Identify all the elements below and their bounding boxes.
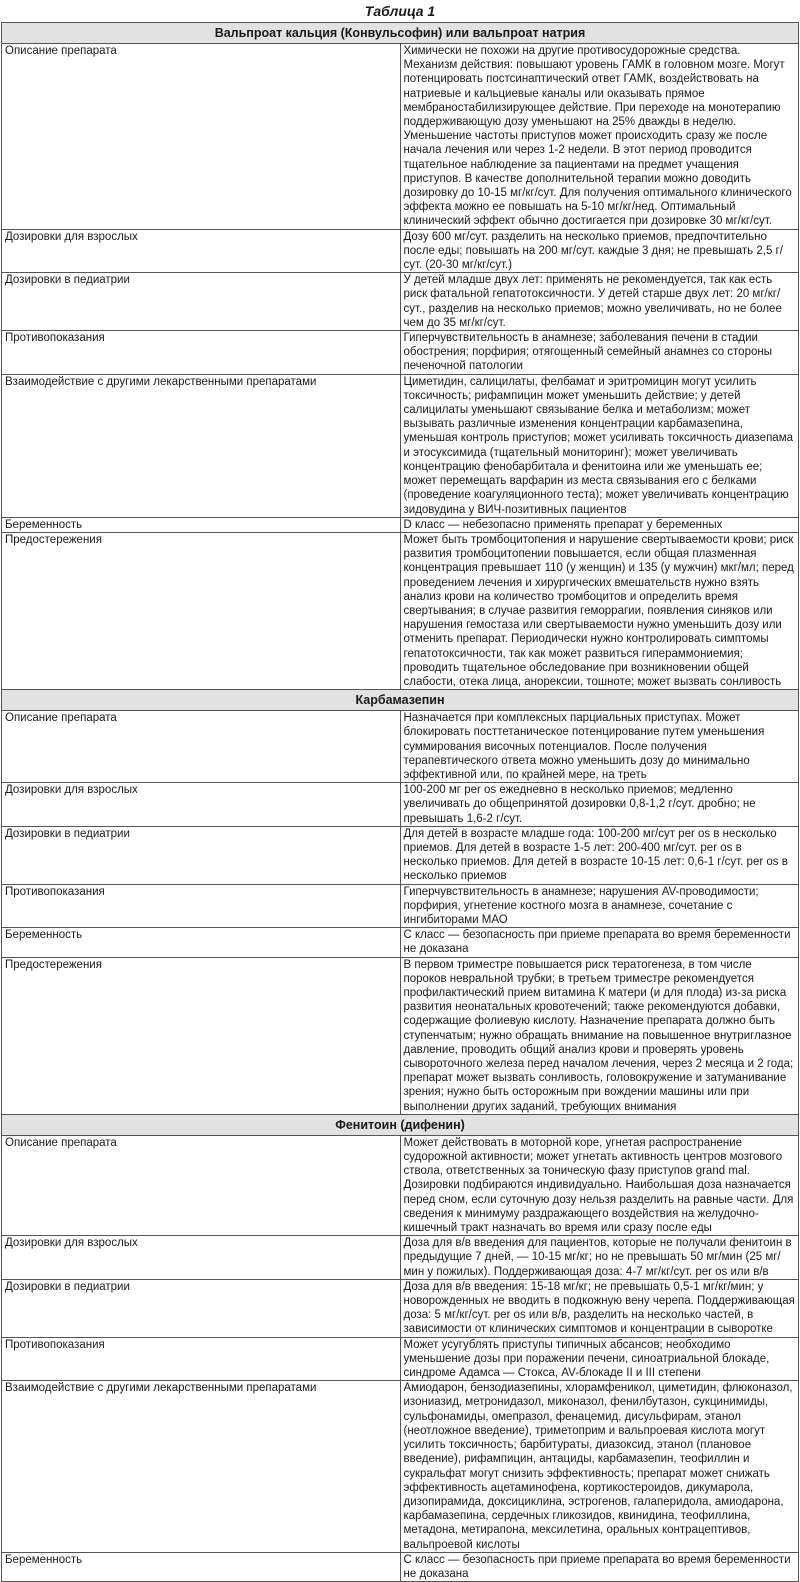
- row-text: Доза для в/в введения: 15-18 мг/кг; не превышать 0,5-1 мг/кг/мин; у новорожденных не вводить в подкожную вену черепа. Поддерживающая доза: 5 мг/кг/сут. per os или в/в, разделить на несколько частей, в зависимости от клинических симптомов и концентрации в сыворотке: [400, 1279, 799, 1337]
- row-label: Описание препарата: [2, 1135, 401, 1235]
- row-text: Химически не похожи на другие противосудорожные средства. Механизм действия: повышают уровень ГАМК в головном мозге. Могут потенцировать постсинаптический ответ ГАМК, воздействовать на натриевые и кальциевые каналы или оказывать прямое мембраностабилизирующее действие. При переходе на монотерапию поддерживающую дозу уменьшают на 25% дважды в неделю. Уменьшение частоты приступов может происходить сразу же после начала лечения или через 1-2 недели. В этот период проводится тщательное наблюдение за пациентами на предмет учащения приступов. В качестве дополнительной терапии можно доводить дозировку до 10-15 мг/кг/сут. Для получения оптимального клинического эффекта можно ее повышать на 5-10 мг/кг/нед. Оптимальный клинический эффект обычно достигается при дозировке 30 мг/кг/сут.: [400, 44, 799, 230]
- row-label: Дозировки в педиатрии: [2, 273, 401, 331]
- row-label: Дозировки в педиатрии: [2, 1279, 401, 1337]
- row-label: Взаимодействие с другими лекарственными препаратами: [2, 1381, 401, 1552]
- row-label: Противопоказания: [2, 884, 401, 928]
- table-row: [2, 273, 799, 331]
- row-text: С класс — безопасность при приеме препарата во время беременности не доказана: [400, 1552, 799, 1581]
- row-label: Беременность: [2, 517, 401, 532]
- row-label: Беременность: [2, 928, 401, 957]
- row-text: С класс — безопасность при приеме препарата во время беременности не доказана: [400, 928, 799, 957]
- table-row: [2, 532, 799, 689]
- table-row: [2, 928, 799, 957]
- row-text: Циметидин, салицилаты, фелбамат и эритромицин могут усилить токсичность; рифампицин может уменьшить действие; у детей салицилаты уменьшают связывание белка и метаболизм; может вызывать различные изменения концентрации карбамазепина, уменьшая контроль приступов; может усиливать токсичность диазепама и этосуксимида (тщательный мониторинг); может увеличивать концентрацию фенобарбитала и фенитоина или же уменьшать ее; может перемещать варфарин из места связывания его с белками (проведение коагуляционного теста); может увеличивать концентрацию зидовудина у ВИЧ-позитивных пациентов: [400, 374, 799, 517]
- row-text: 100-200 мг per os ежедневно в несколько приемов; медленно увеличивать до общепринятой дозировки 0,8-1,2 г/сут. дробно; не превышать 1,6-2 г/сут.: [400, 783, 799, 827]
- row-label: Дозировки для взрослых: [2, 229, 401, 273]
- row-text: Для детей в возрасте младше года: 100-200 мг/сут per os в несколько приемов. Для детей в возрасте 1-5 лет: 200-400 мг/сут. per os в несколько приемов. Для детей в возрасте 10-15 лет: 0,6-1 г/сут. per os в несколько приемов: [400, 826, 799, 884]
- table-row: [2, 374, 799, 517]
- table-row: [2, 517, 799, 532]
- row-label: Противопоказания: [2, 1337, 401, 1381]
- table-row: [2, 884, 799, 928]
- table-row: [2, 44, 799, 230]
- table-row: [2, 711, 799, 783]
- section-header: [2, 23, 799, 44]
- row-label: Предостережения: [2, 532, 401, 689]
- table-row: [2, 957, 799, 1114]
- row-label: Беременность: [2, 1552, 401, 1581]
- row-text: В первом триместре повышается риск тератогенеза, в том числе пороков невральной трубки; в третьем триместре рекомендуется профилактический прием витамина К матери (и для плода) из-за риска развития неонатальных кровотечений; также рекомендуются добавки, содержащие фолиевую кислоту. Назначение препарата должно быть ступенчатым; нужно обращать внимание на повышенное внутриглазное давление, проводить общий анализ крови и проверять уровень сывороточного железа перед началом лечения, через 2 месяца и 2 года; препарат может вызвать сонливость, головокружение и затуманивание зрения; нужно быть осторожным при вождении машины или при выполнении других заданий, требующих внимания: [400, 957, 799, 1114]
- table-row: [2, 783, 799, 827]
- table-row: [2, 1279, 799, 1337]
- row-text: Гиперчувствительность в анамнезе; заболевания печени в стадии обострения; порфирия; отягощенный семейный анамнез со стороны печеночной патологии: [400, 331, 799, 375]
- section-title: Фенитоин (дифенин): [2, 1114, 799, 1135]
- row-label: Дозировки для взрослых: [2, 783, 401, 827]
- row-label: Описание препарата: [2, 711, 401, 783]
- row-label: Предостережения: [2, 957, 401, 1114]
- row-text: Может действовать в моторной коре, угнетая распространение судорожной активности; может угнетать активность центров мозгового ствола, ответственных за тоническую фазу приступов grand mal. Дозировки подбираются индивидуально. Наибольшая доза назначается перед сном, если суточную дозу нельзя разделить на равные части. Для сведения к минимуму раздражающего воздействия на желудочно-кишечный тракт назначать во время или сразу после еды: [400, 1135, 799, 1235]
- table-row: [2, 826, 799, 884]
- drug-table: [1, 22, 799, 1582]
- row-text: Доза для в/в введения для пациентов, которые не получали фенитоин в предыдущие 7 дней, — 10-15 мг/кг; но не превышать 50 мг/мин (25 мг/мин у пожилых). Поддерживающая доза: 4-7 мг/кг/сут. per os или в/в: [400, 1236, 799, 1280]
- section-title: Карбамазепин: [2, 690, 799, 711]
- row-text: Амиодарон, бензодиазепины, хлорамфеникол, циметидин, флюконазол, изониазид, метронидазол, миконазол, фенилбутазон, сукцинимиды, сульфонамиды, омепразол, фенацемид, дисульфирам, этанол (неотложное введение), триметоприм и вальпроевая кислота могут усилить токсичность; барбитураты, диазоксид, этанол (плановое введение), рифампицин, антациды, карбамазепин, теофиллин и сукральфат могут снизить эффективность; препарат может снижать эффективность ацетаминофена, кортикостероидов, дикумарола, дизопирамида, доксициклина, эстрогенов, галаперидола, амиодарона, карбамазепина, сердечных гликозидов, квинидина, теофиллина, метадона, метирапона, мексилетина, оральных контрацептивов, вальпроевой кислоты: [400, 1381, 799, 1552]
- table-row: [2, 1135, 799, 1235]
- row-label: Взаимодействие с другими лекарственными препаратами: [2, 374, 401, 517]
- row-text: Дозу 600 мг/сут. разделить на несколько приемов, предпочтительно после еды; повышать на 200 мг/сут. каждые 3 дня; не превышать 2,5 г/сут. (20-30 мг/кг/сут.): [400, 229, 799, 273]
- row-label: Дозировки в педиатрии: [2, 826, 401, 884]
- table-row: [2, 1236, 799, 1280]
- row-label: Противопоказания: [2, 331, 401, 375]
- section-title: Вальпроат кальция (Конвульсофин) или вальпроат натрия: [2, 23, 799, 44]
- section-header: [2, 1114, 799, 1135]
- section-header: [2, 690, 799, 711]
- row-label: Описание препарата: [2, 44, 401, 230]
- row-text: D класс — небезопасно применять препарат у беременных: [400, 517, 799, 532]
- row-text: У детей младше двух лет: применять не рекомендуется, так как есть риск фатальной гепатотоксичности. У детей старше двух лет: 20 мг/кг/сут., разделив на несколько приемов; можно увеличивать, но не более чем до 35 мг/кг/сут.: [400, 273, 799, 331]
- row-text: Может быть тромбоцитопения и нарушение свертываемости крови; риск развития тромбоцитопении повышается, если общая плазменная концентрация превышает 110 (у женщин) и 135 (у мужчин) мкг/мл; перед проведением лечения и хирургических вмешательств нужно взять анализ крови на количество тромбоцитов и определить время свертывания; в случае развития геморрагии, появления синяков или нарушения гемостаза или свертываемости нужно уменьшить дозу или отменить препарат. Периодически нужно контролировать симптомы гепатотоксичности, так как может развиться гипераммониемия; проводить тщательное обследование при возникновении общей слабости, отека лица, анорексии, тошноте; может вызвать сонливость: [400, 532, 799, 689]
- row-label: Дозировки для взрослых: [2, 1236, 401, 1280]
- row-text: Назначается при комплексных парциальных приступах. Может блокировать посттетаническое потенцирование путем уменьшения суммирования височных потенциалов. После получения терапевтического ответа можно уменьшить дозу до минимально эффективной или, по крайней мере, на треть: [400, 711, 799, 783]
- table-row: [2, 1337, 799, 1381]
- table-row: [2, 1552, 799, 1581]
- table-row: [2, 229, 799, 273]
- row-text: Гиперчувствительность в анамнезе; нарушения AV-проводимости; порфирия, угнетение костного мозга в анамнезе, сочетание с ингибиторами МАО: [400, 884, 799, 928]
- table-row: [2, 1381, 799, 1552]
- row-text: Может усугублять приступы типичных абсансов; необходимо уменьшение дозы при поражении печени, синоатриальной блокаде, синдроме Адамса — Стокса, AV-блокаде II и III степени: [400, 1337, 799, 1381]
- table-caption: Таблица 1: [364, 3, 436, 19]
- table-row: [2, 331, 799, 375]
